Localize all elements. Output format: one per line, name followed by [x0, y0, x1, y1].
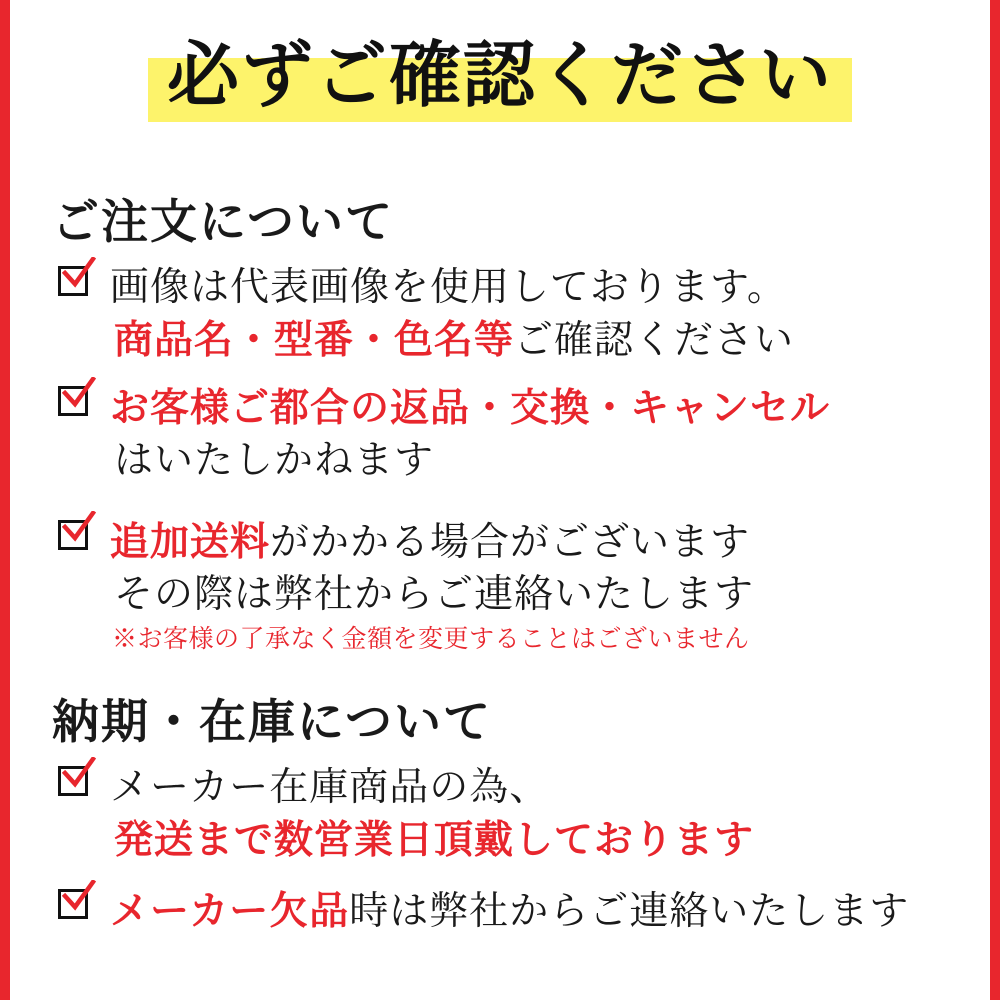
- checkbox-checked-icon: [58, 266, 96, 304]
- text-run-emphasis: メーカー欠品: [110, 888, 350, 934]
- text-run: がかかる場合がございます: [270, 520, 751, 565]
- list-item-note: ※お客様の了承なく金額を変更することはございません: [112, 624, 750, 653]
- checkbox-checked-icon: [58, 889, 96, 927]
- text-run-emphasis: 発送まで数営業日頂戴しております: [114, 817, 755, 863]
- text-run: 時は弊社からご連絡いたします: [349, 889, 910, 934]
- list-item: [58, 382, 968, 487]
- title-block: [10, 32, 990, 117]
- list-item: [58, 516, 968, 657]
- checkbox-checked-icon: [58, 766, 96, 804]
- page-title: 必ずご確認ください: [166, 32, 833, 117]
- notice-content: [10, 0, 990, 1000]
- text-run-emphasis: お客様ご都合の返品・交換・キャンセル: [110, 385, 831, 431]
- text-run: はいたしかねます: [114, 438, 435, 483]
- text-run: ご確認ください: [514, 318, 795, 363]
- text-run: その際は弊社からご連絡いたします: [114, 572, 755, 617]
- checkbox-checked-icon: [58, 520, 96, 558]
- list-item-text: [110, 262, 968, 367]
- list-item-text: [110, 382, 968, 487]
- section-heading-order: ご注文について: [52, 195, 395, 250]
- text-run-emphasis: 追加送料: [110, 519, 271, 565]
- list-item: [58, 262, 968, 367]
- text-run: メーカー在庫商品の為、: [110, 765, 550, 810]
- list-item-text: [110, 762, 968, 867]
- list-item-text: [110, 885, 968, 938]
- list-item: [58, 885, 968, 938]
- section-heading-stock: 納期・在庫について: [52, 695, 493, 750]
- list-item: [58, 762, 968, 867]
- list-item-text: [110, 516, 968, 657]
- checkbox-checked-icon: [58, 386, 96, 424]
- text-run: 画像は代表画像を使用しております。: [110, 265, 787, 310]
- text-run-emphasis: 商品名・型番・色名等: [114, 317, 515, 363]
